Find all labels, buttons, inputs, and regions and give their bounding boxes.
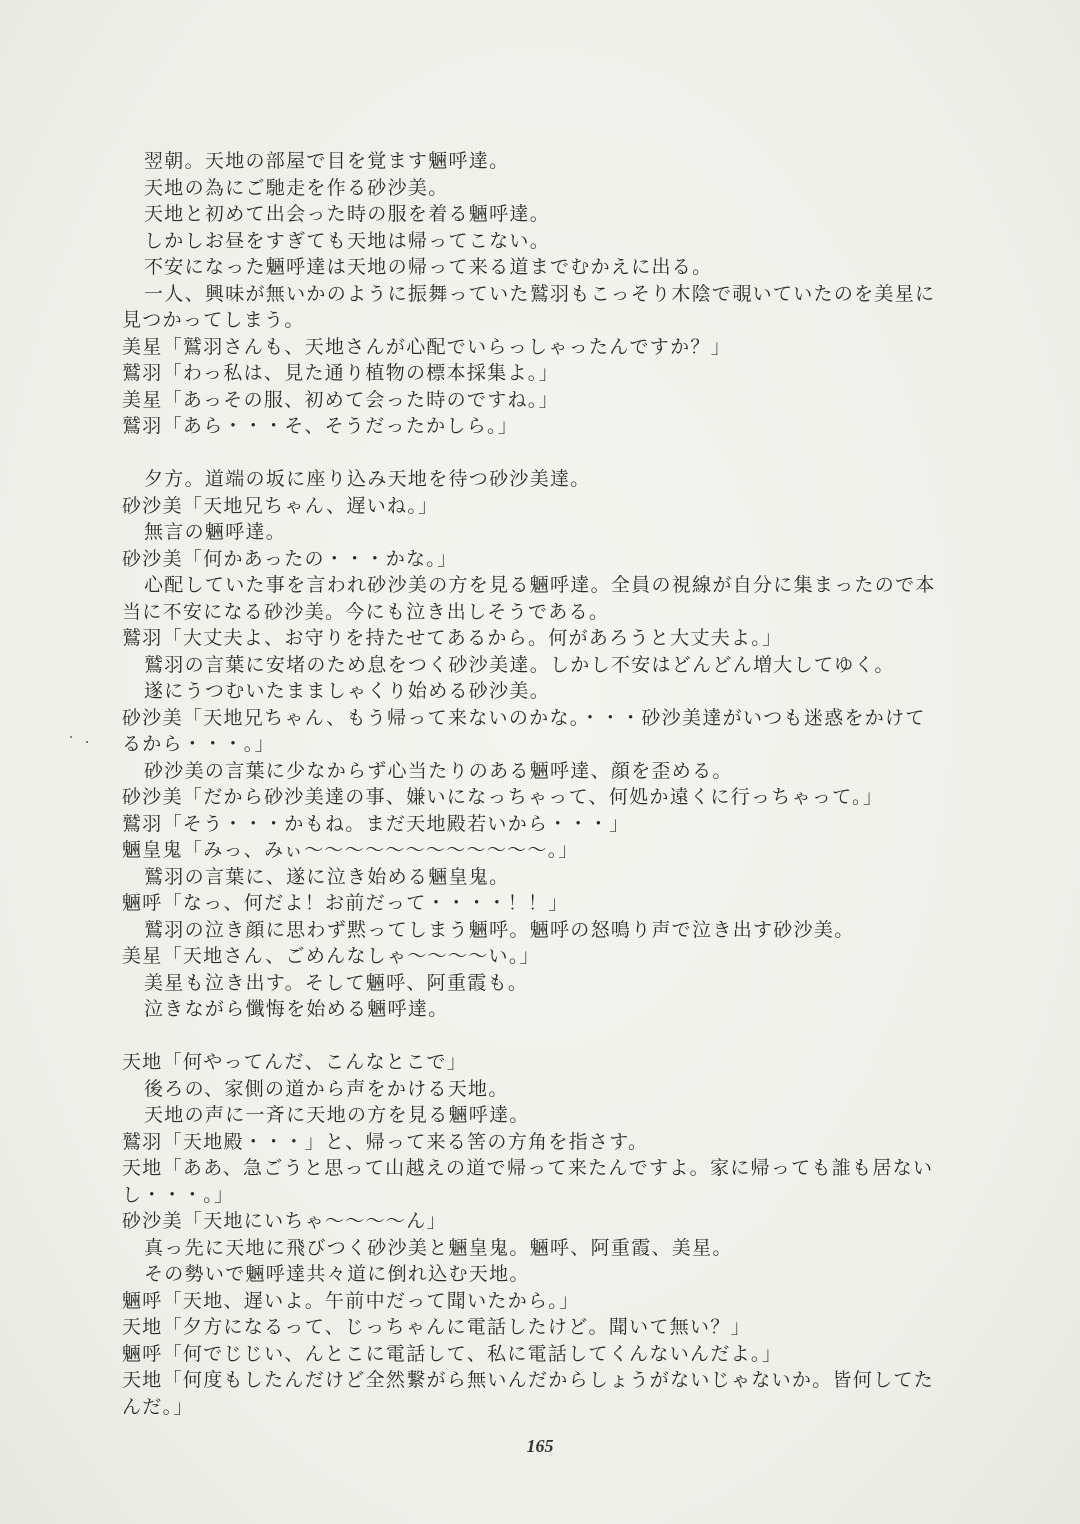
text-line: 魎呼「なっ、何だよ！お前だって・・・・！！」 xyxy=(122,892,569,914)
text-line: 鷲羽の言葉に安堵のため息をつく砂沙美達。しかし不安はどんどん増大してゆく。 xyxy=(144,653,895,676)
text-line: し・・・。」 xyxy=(122,1183,235,1206)
paper-speck xyxy=(86,741,88,743)
text-line: 鷲羽「そう・・・かもね。まだ天地殿若いから・・・」 xyxy=(122,812,630,835)
page-number: 165 xyxy=(526,1436,554,1456)
text-line: 心配していた事を言われ砂沙美の方を見る魎呼達。全員の視線が自分に集まったので本 xyxy=(144,574,936,596)
text-line: 天地「ああ、急ごうと思って山越えの道で帰って来たんですよ。家に帰っても誰も居ない xyxy=(122,1157,934,1179)
text-line: 鷲羽「天地殿・・・」と、帰って来る筈の方角を指さす。 xyxy=(122,1130,649,1153)
text-line: その勢いで魎呼達共々道に倒れ込む天地。 xyxy=(144,1263,530,1285)
text-line: 当に不安になる砂沙美。今にも泣き出しそうである。 xyxy=(122,600,610,623)
text-line: 鷲羽の言葉に、遂に泣き始める魎皇鬼。 xyxy=(144,865,510,888)
text-line: 遂にうつむいたまましゃくり始める砂沙美。 xyxy=(144,680,551,702)
blank-line xyxy=(122,440,1002,467)
text-line: 鷲羽の泣き顔に思わず黙ってしまう魎呼。魎呼の怒鳴り声で泣き出す砂沙美。 xyxy=(144,918,855,941)
text-line: 鷲羽「わっ私は、見た通り植物の標本採集よ。」 xyxy=(122,362,559,384)
text-line: 天地「何やってんだ、こんなとこで」 xyxy=(122,1051,468,1073)
blank-line xyxy=(122,1023,1002,1050)
text-line: 天地「夕方になるって、じっちゃんに電話したけど。聞いて無い？」 xyxy=(122,1316,751,1338)
text-line: 天地「何度もしたんだけど全然繋がら無いんだからしょうがないじゃないか。皆何してた xyxy=(122,1369,935,1391)
text-line: 不安になった魎呼達は天地の帰って来る道までむかえに出る。 xyxy=(144,256,713,278)
text-line: 魎呼「天地、遅いよ。午前中だって聞いたから。」 xyxy=(122,1289,580,1312)
text-line: んだ。」 xyxy=(122,1395,194,1418)
text-line: 見つかってしまう。 xyxy=(122,309,305,331)
text-line: 真っ先に天地に飛びつく砂沙美と魎皇鬼。魎呼、阿重霞、美星。 xyxy=(144,1236,733,1259)
text-line: 美星「あっその服、初めて会った時のですね。」 xyxy=(122,388,559,411)
text-line: 泣きながら懺悔を始める魎呼達。 xyxy=(144,998,449,1020)
text-line: 天地と初めて出会った時の服を着る魎呼達。 xyxy=(144,203,551,225)
text-line: 鷲羽「大丈夫よ、お守りを持たせてあるから。何があろうと大丈夫よ。」 xyxy=(122,627,783,649)
text-line: 魎呼「何でじじい、んとこに電話して、私に電話してくんないんだよ。」 xyxy=(122,1342,783,1365)
text-line: 砂沙美「天地にいちゃ～～～～ん」 xyxy=(122,1210,447,1232)
text-line: 鷲羽「あら・・・そ、そうだったかしら。」 xyxy=(122,415,519,437)
text-line: しかしお昼をすぎても天地は帰ってこない。 xyxy=(144,229,551,252)
text-line: 砂沙美の言葉に少なからず心当たりのある魎呼達、顔を歪める。 xyxy=(144,759,733,782)
text-line: 一人、興味が無いかのように振舞っていた鷲羽もこっそり木陰で覗いていたのを美星に xyxy=(144,282,936,305)
text-line: 砂沙美「天地兄ちゃん、もう帰って来ないのかな。・・・砂沙美達がいつも迷惑をかけて xyxy=(122,706,926,729)
text-line: 美星も泣き出す。そして魎呼、阿重霞も。 xyxy=(144,971,529,994)
text-line: 砂沙美「だから砂沙美達の事、嫌いになっちゃって、何処か遠くに行っちゃって。」 xyxy=(122,786,884,808)
text-line: 天地の為にご馳走を作る砂沙美。 xyxy=(144,176,449,199)
text-line: 翌朝。天地の部屋で目を覚ます魎呼達。 xyxy=(144,150,510,172)
text-line: 無言の魎呼達。 xyxy=(144,521,287,543)
text-line: 砂沙美「天地兄ちゃん、遅いね。」 xyxy=(122,494,439,517)
text-line: るから・・・。」 xyxy=(122,733,275,755)
paper-speck xyxy=(70,736,72,738)
text-line: 美星「天地さん、ごめんなしゃ～～～～い。」 xyxy=(122,945,540,967)
body-text xyxy=(122,148,1002,1420)
text-line: 夕方。道端の坂に座り込み天地を待つ砂沙美達。 xyxy=(144,468,591,490)
text-line: 後ろの、家側の道から声をかける天地。 xyxy=(144,1077,509,1100)
text-line: 天地の声に一斉に天地の方を見る魎呼達。 xyxy=(144,1104,530,1126)
text-line: 魎皇鬼「みっ、みぃ～～～～～～～～～～～～。」 xyxy=(122,839,579,861)
text-line: 砂沙美「何かあったの・・・かな。」 xyxy=(122,547,458,570)
text-line: 美星「鷲羽さんも、天地さんが心配でいらっしゃったんですか？」 xyxy=(122,335,732,358)
